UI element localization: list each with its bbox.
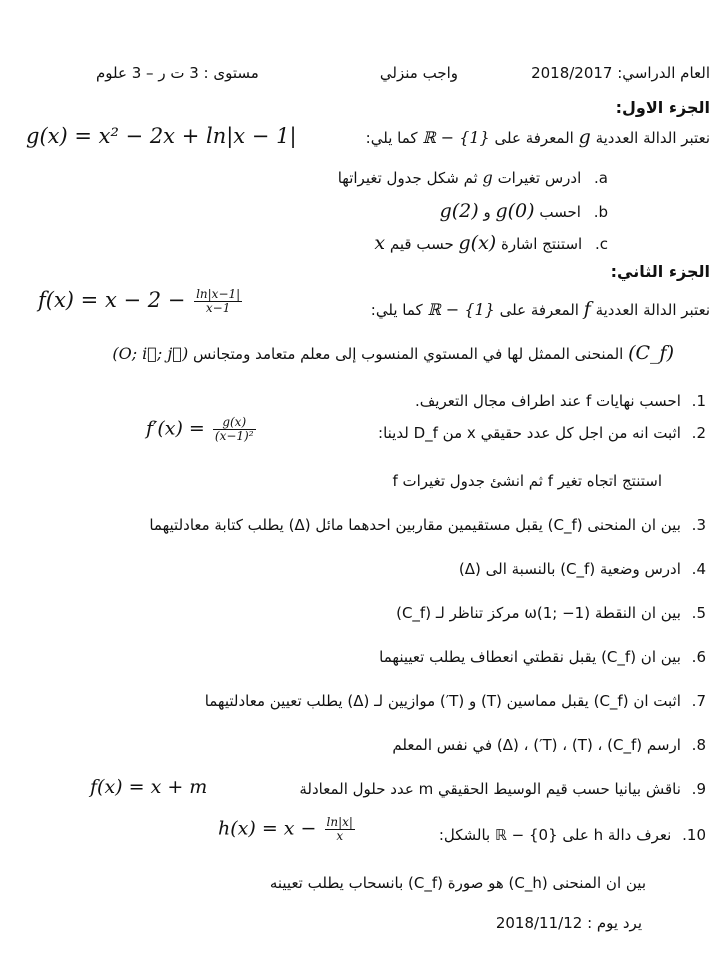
part2-intro-text2: المعرفة على xyxy=(499,301,579,319)
part1-intro-g: g xyxy=(578,126,591,148)
item-number: 4. xyxy=(691,560,706,578)
item-number: 7. xyxy=(691,692,706,710)
part2-curve-line xyxy=(112,342,674,364)
item-text: نعرف دالة h على ℝ − {0} بالشكل: xyxy=(438,826,672,844)
part2-heading: الجزء الثاني: xyxy=(610,262,710,281)
item-number: 5. xyxy=(691,604,706,622)
part2-intro-text: نعتبر الدالة العددية xyxy=(595,301,710,319)
item-letter: c. xyxy=(594,235,608,253)
item-text: احسب نهايات f عند اطراف مجال التعريف. xyxy=(415,392,681,410)
h-lhs: h(x) = x − xyxy=(218,817,317,840)
h-numerator: ln|x| xyxy=(326,815,353,829)
equation-f-x-m: f(x) = x + m xyxy=(90,776,208,798)
fprime-fraction xyxy=(213,416,256,443)
part2-item-7 xyxy=(205,692,706,710)
level: مستوى : 3 ت ر – 3 علوم xyxy=(96,64,259,82)
part1-intro-text: نعتبر الدالة العددية xyxy=(595,129,710,147)
item-number: 9. xyxy=(691,780,706,798)
item-number: 3. xyxy=(691,516,706,534)
item-text: اثبت انه من اجل كل عدد حقيقي x من D_f لدينا: xyxy=(378,424,681,442)
due-date: يرد يوم : 2018/11/12 xyxy=(495,914,642,932)
item-text: بين ان المنحنى (C_f) يقبل مستقيمين مقاربين احدهما مائل (Δ) يطلب كتابة معادلتيهما xyxy=(149,516,681,534)
item-text: احسب xyxy=(539,203,581,221)
part1-item-a xyxy=(338,168,608,187)
item-math2: x xyxy=(374,232,386,254)
part2-intro-text3: كما يلي: xyxy=(370,301,423,319)
item-text: اثبت ان (C_f) يقبل مماسين (T) و (T′) موازيين لـ (Δ) يطلب تعيين معادلتيهما xyxy=(204,692,681,710)
item-text: ادرس تغيرات xyxy=(497,169,582,187)
document-title: واجب منزلي xyxy=(379,64,458,82)
item-text: بين ان (C_f) يقبل نقطتي انعطاف يطلب تعيينهما xyxy=(379,648,681,666)
item-text2: ثم شكل جدول تغيراتها xyxy=(337,169,478,187)
part2-item-9 xyxy=(299,780,706,798)
part1-item-c xyxy=(374,232,608,254)
part2-intro-f: f xyxy=(583,298,591,320)
item-letter: a. xyxy=(594,169,608,187)
item-text: ادرس وضعية (C_f) بالنسبة الى (Δ) xyxy=(458,560,681,578)
part2-translation xyxy=(270,874,646,892)
part1-intro-text2: المعرفة على xyxy=(494,129,574,147)
item-math: g(x) xyxy=(458,232,497,254)
f-lhs: f(x) = x − 2 − xyxy=(38,288,186,312)
fprime-denominator: (x−1)² xyxy=(214,429,254,443)
school-year: العام الدراسي: 2018/2017 xyxy=(531,64,710,82)
item-text2: حسب قيم xyxy=(389,235,454,253)
f-definition xyxy=(38,288,244,315)
item-text: استنتج اشارة xyxy=(501,235,583,253)
part1-item-b xyxy=(440,200,608,222)
part2-item-5 xyxy=(396,604,706,622)
part2-item-10 xyxy=(439,826,706,844)
part2-item-6 xyxy=(379,648,706,666)
item-letter: b. xyxy=(593,203,608,221)
item-number: 1. xyxy=(691,392,706,410)
item-number: 8. xyxy=(691,736,706,754)
part2-item-3 xyxy=(149,516,706,534)
frame: (O; i⃗; j⃗) xyxy=(112,344,189,363)
part2-item-8 xyxy=(392,736,706,754)
part2-item-2 xyxy=(378,424,706,442)
item-text: ارسم (C_f) ، (T) ، (T′) ، (Δ) في نفس المعلم xyxy=(392,736,681,754)
f-denominator: x−1 xyxy=(205,301,231,315)
item-number: 10. xyxy=(682,826,706,844)
item-text: ناقش بيانيا حسب قيم الوسيط الحقيقي m عدد حلول المعادلة xyxy=(299,780,681,798)
g-definition: g(x) = x² − 2x + ln|x − 1| xyxy=(26,124,297,148)
item-text: استنتج اتجاه تغير f ثم انشئ جدول تغيرات f xyxy=(392,472,662,490)
f-fraction xyxy=(194,288,242,315)
part2-item-1 xyxy=(415,392,706,410)
h-fraction xyxy=(325,816,355,843)
f-numerator: ln|x−1| xyxy=(196,287,241,301)
item-text: بين ان النقطة ω(1; −1) مركز تناظر لـ (C_f) xyxy=(396,604,681,622)
part2-intro-domain: ℝ − {1} xyxy=(427,300,495,319)
h-definition xyxy=(218,816,357,843)
part1-intro-domain: ℝ − {1} xyxy=(422,128,490,147)
item-math: g(0) xyxy=(495,200,535,222)
item-number: 2. xyxy=(691,424,706,442)
curve-text: المنحنى الممثل لها في المستوي المنسوب إلى معلم متعامد ومتجانس xyxy=(192,345,624,363)
h-denominator: x xyxy=(336,829,344,843)
part1-heading: الجزء الاول: xyxy=(615,98,710,117)
part1-intro-text3: كما يلي: xyxy=(365,129,418,147)
part1-intro xyxy=(366,126,710,148)
item-text: بين ان المنحنى (C_h) هو صورة (C_f) بانسحاب يطلب تعيينه xyxy=(269,874,646,892)
curve-name: (C_f) xyxy=(628,342,674,364)
part2-item-4 xyxy=(459,560,706,578)
item-text2: و xyxy=(483,203,491,221)
fprime-numerator: g(x) xyxy=(213,416,256,430)
item-number: 6. xyxy=(691,648,706,666)
part2-intro xyxy=(371,298,710,320)
item-math2: g(2) xyxy=(439,200,479,222)
fprime-formula xyxy=(146,416,258,443)
fprime-lhs: f′(x) = xyxy=(146,417,205,440)
item-math: g xyxy=(482,168,493,187)
part2-deduce xyxy=(392,472,662,490)
